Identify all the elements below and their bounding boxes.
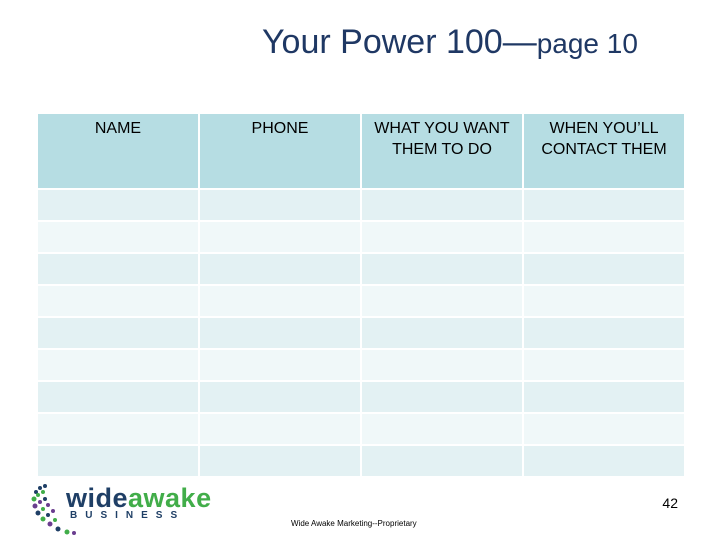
wide-awake-business-logo	[30, 482, 230, 538]
page-title-sub: page 10	[536, 28, 638, 59]
table-row	[37, 317, 685, 349]
table-cell[interactable]	[37, 317, 199, 349]
table-cell[interactable]	[523, 445, 685, 477]
column-header-when: WHEN YOU’LL CONTACT THEM	[523, 113, 685, 189]
table-cell[interactable]	[361, 221, 523, 253]
table-cell[interactable]	[199, 381, 361, 413]
table-body	[37, 189, 685, 477]
table-cell[interactable]	[37, 413, 199, 445]
table-row	[37, 381, 685, 413]
table-row	[37, 413, 685, 445]
table-cell[interactable]	[361, 349, 523, 381]
table-cell[interactable]	[37, 445, 199, 477]
table-cell[interactable]	[37, 349, 199, 381]
table-cell[interactable]	[37, 189, 199, 221]
table-cell[interactable]	[361, 253, 523, 285]
table-cell[interactable]	[199, 413, 361, 445]
logo-word-awake: awake	[128, 483, 212, 513]
table-cell[interactable]	[199, 317, 361, 349]
table-cell[interactable]	[361, 317, 523, 349]
column-header-name: NAME	[37, 113, 199, 189]
table-cell[interactable]	[523, 381, 685, 413]
table-cell[interactable]	[37, 285, 199, 317]
page-number: 42	[662, 495, 678, 511]
table-header-row	[37, 113, 685, 189]
table-cell[interactable]	[523, 349, 685, 381]
table-cell[interactable]	[361, 189, 523, 221]
table-cell[interactable]	[523, 189, 685, 221]
page-title	[262, 20, 702, 66]
column-header-phone: PHONE	[199, 113, 361, 189]
table-cell[interactable]	[199, 285, 361, 317]
table-cell[interactable]	[361, 445, 523, 477]
table-cell[interactable]	[37, 221, 199, 253]
table-cell[interactable]	[199, 189, 361, 221]
table-cell[interactable]	[361, 413, 523, 445]
table-row	[37, 445, 685, 477]
table-cell[interactable]	[199, 221, 361, 253]
table-cell[interactable]	[361, 285, 523, 317]
footer-proprietary-text: Wide Awake Marketing--Proprietary	[291, 519, 417, 528]
table-cell[interactable]	[199, 445, 361, 477]
logo-word-wide: wide	[66, 483, 129, 513]
page-title-main: Your Power 100—	[262, 23, 537, 61]
logo-subtitle: BUSINESS	[70, 510, 186, 521]
table-cell[interactable]	[199, 349, 361, 381]
table-row	[37, 253, 685, 285]
table-cell[interactable]	[37, 381, 199, 413]
table-row	[37, 285, 685, 317]
column-header-what: WHAT YOU WANT THEM TO DO	[361, 113, 523, 189]
table-cell[interactable]	[523, 413, 685, 445]
table-cell[interactable]	[37, 253, 199, 285]
table-cell[interactable]	[523, 285, 685, 317]
table-cell[interactable]	[361, 381, 523, 413]
table-row	[37, 189, 685, 221]
table-row	[37, 349, 685, 381]
table-cell[interactable]	[199, 253, 361, 285]
power-100-table	[36, 112, 686, 478]
table-row	[37, 221, 685, 253]
table-cell[interactable]	[523, 221, 685, 253]
table-cell[interactable]	[523, 253, 685, 285]
table-cell[interactable]	[523, 317, 685, 349]
